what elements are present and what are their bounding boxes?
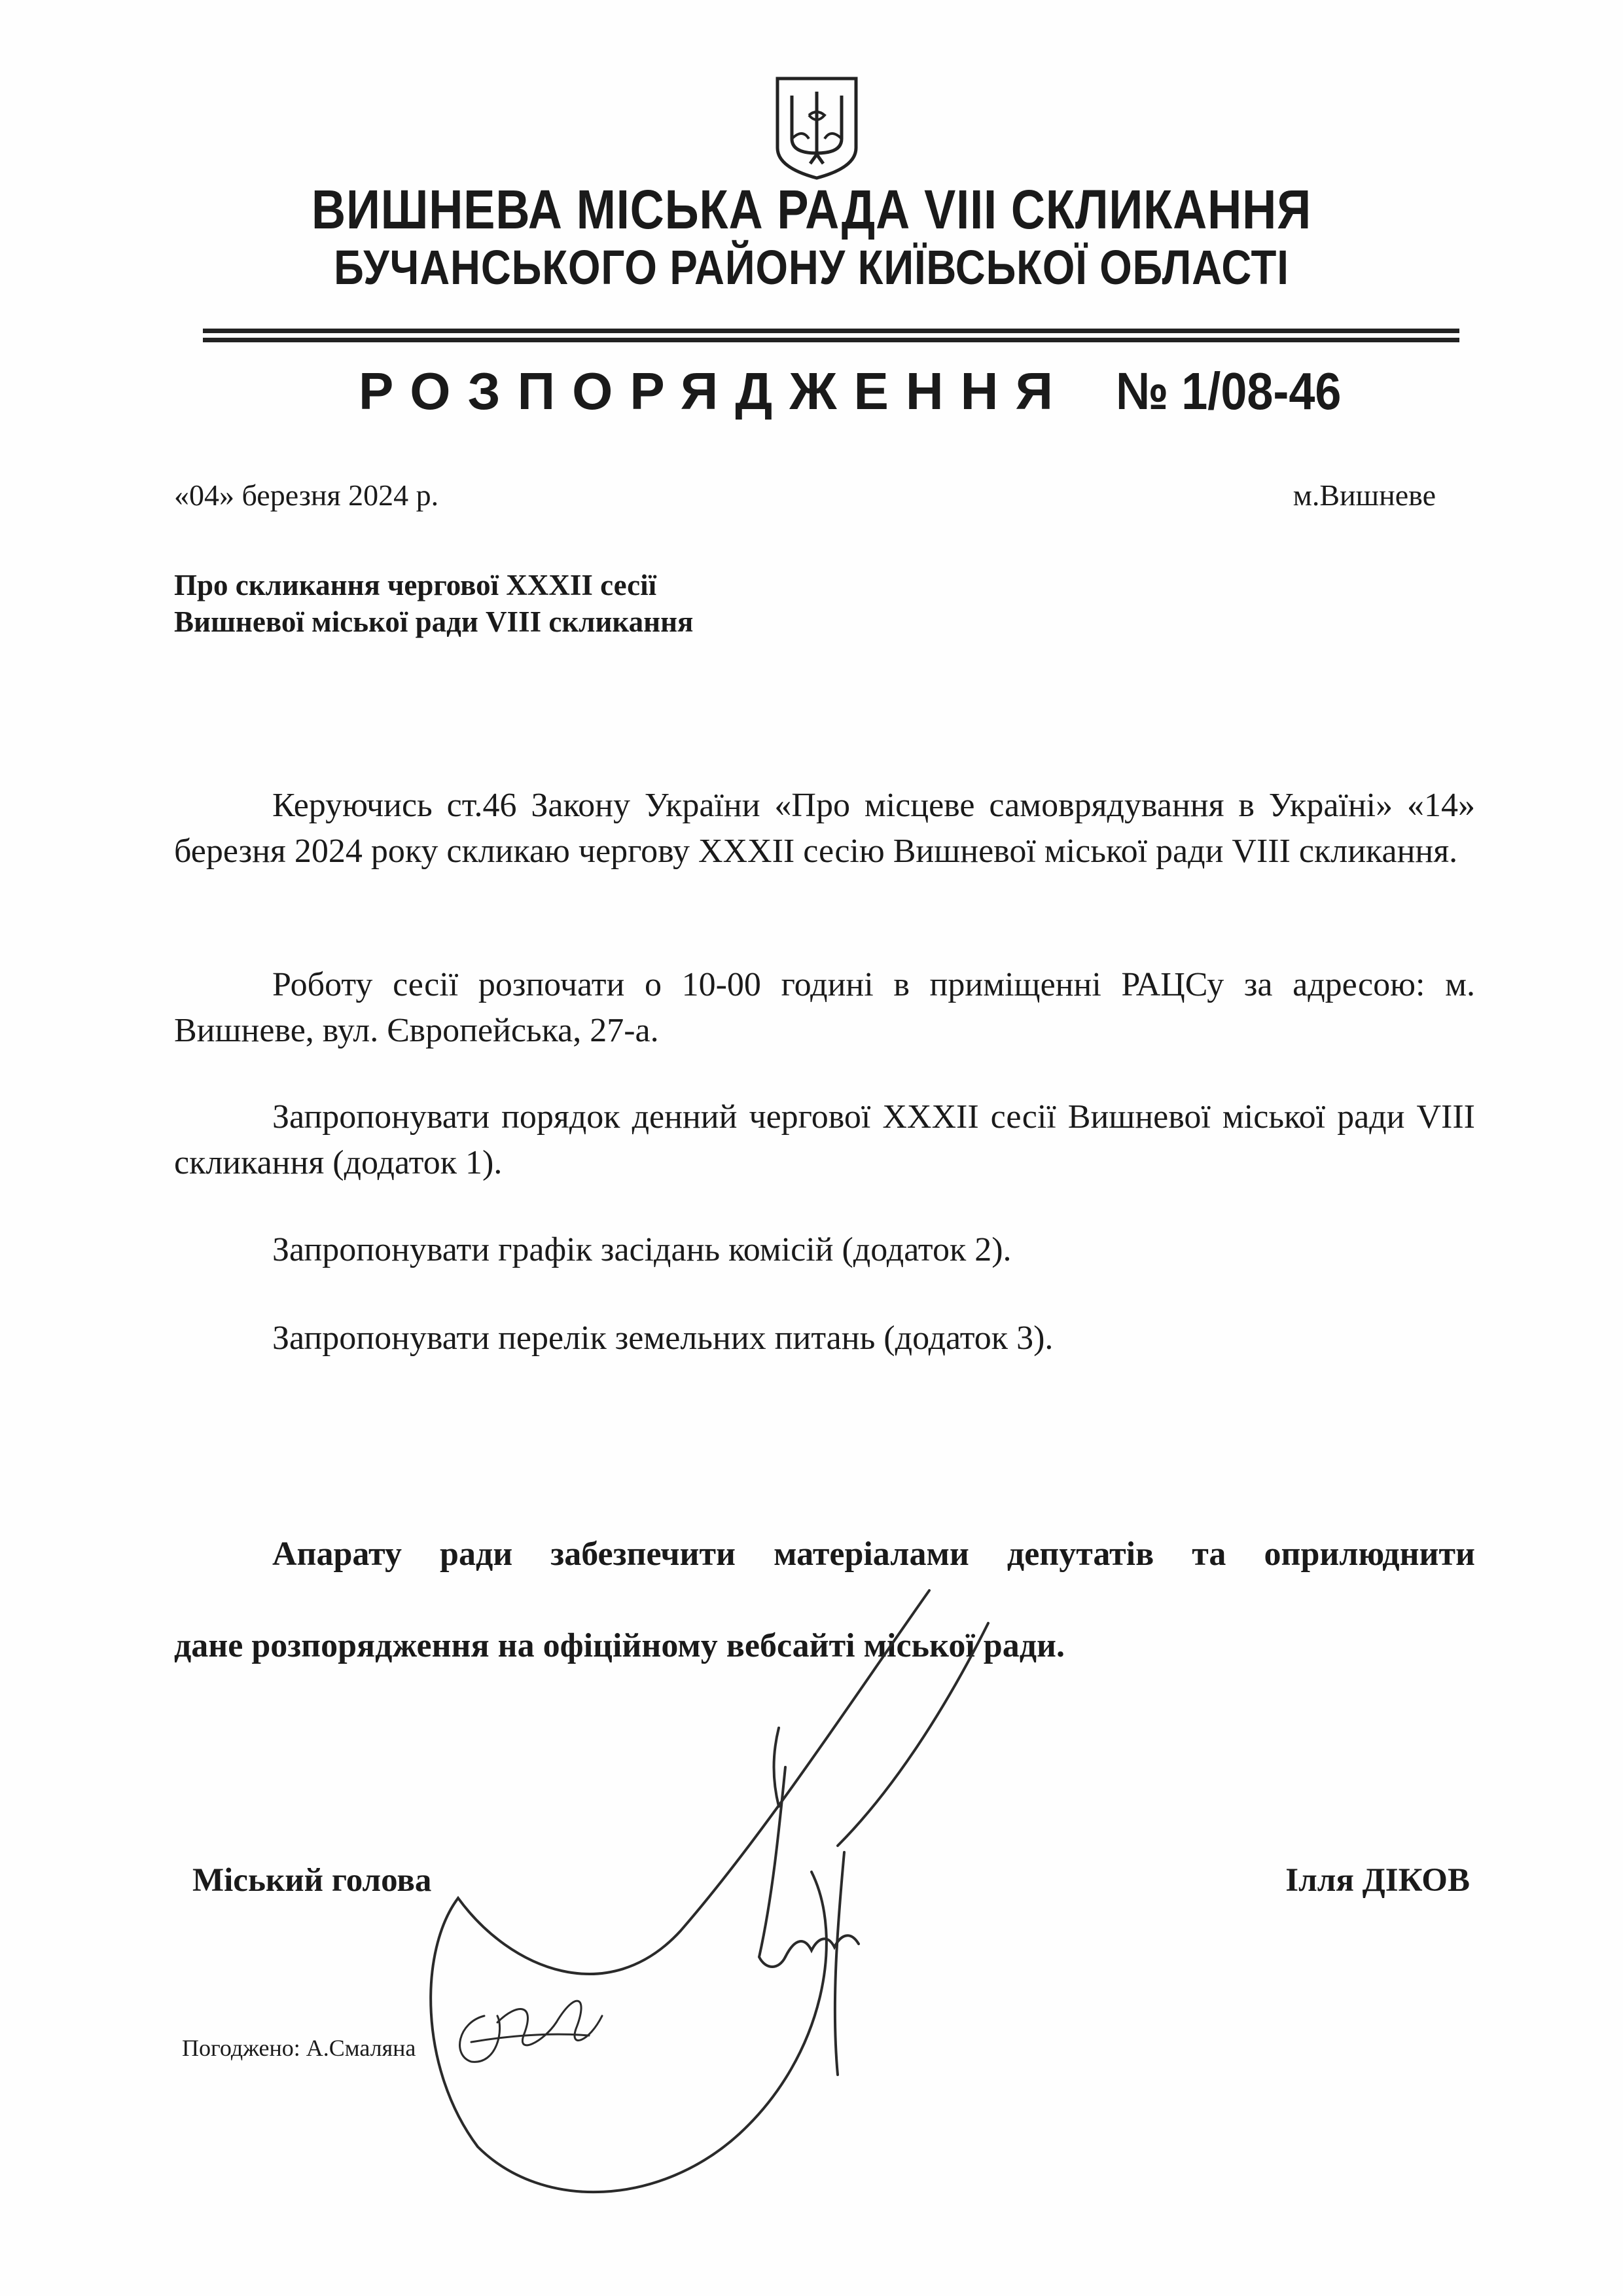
signatory-position: Міський голова: [192, 1862, 432, 1899]
paragraph-text: Запропонувати перелік земельних питань (додаток 3).: [272, 1319, 1054, 1357]
body-paragraph: [174, 962, 1475, 1054]
header-divider: [203, 338, 1459, 342]
coat-of-arms-icon: [772, 76, 861, 181]
paragraph-text: Керуючись ст.46 Закону України «Про місцеве самоврядування в Україні» «14» березня 2024 року скликаю чергову XXXII сесію Вишневої міської ради VIII скликання.: [174, 787, 1475, 870]
subject-line: Про скликання чергової XXXII сесії: [174, 569, 657, 601]
paragraph-text: Запропонувати графік засідань комісій (додаток 2).: [272, 1231, 1012, 1268]
council-name: ВИШНЕВА МІСЬКА РАДА VIII СКЛИКАННЯ: [311, 179, 1312, 240]
instruction-line: дане розпорядження на офіційному вебсайті міської ради.: [174, 1627, 1065, 1664]
document-subject: [174, 567, 693, 640]
title-word: РОЗПОРЯДЖЕННЯ: [359, 362, 1070, 420]
body-paragraph: [174, 1316, 1475, 1361]
body-paragraph: [174, 1227, 1475, 1273]
paragraph-text: Запропонувати порядок денний чергової XXXII сесії Вишневої міської ради VIII скликання (додаток 1).: [174, 1098, 1475, 1181]
document-title: [359, 361, 1366, 422]
agreed-by: Погоджено: А.Смаляна: [182, 2035, 416, 2061]
body-paragraph: [174, 1094, 1475, 1186]
district-name: БУЧАНСЬКОГО РАЙОНУ КИЇВСЬКОЇ ОБЛАСТІ: [334, 240, 1289, 295]
signatory-name: Ілля ДІКОВ: [1285, 1862, 1470, 1899]
document-city: м.Вишневе: [1293, 478, 1436, 512]
document-number: № 1/08-46: [1115, 362, 1342, 420]
document-date: «04» березня 2024 р.: [174, 478, 439, 512]
paragraph-text: Роботу сесії розпочати о 10-00 годині в приміщенні РАЦСу за адресою: м. Вишневе, вул. Європейська, 27-а.: [174, 966, 1475, 1049]
instruction-line: [174, 1532, 1475, 1577]
instruction-text: Апарату ради забезпечити матеріалами депутатів та оприлюднити: [272, 1535, 1475, 1573]
subject-line: Вишневої міської ради VIII скликання: [174, 605, 694, 638]
body-paragraph: [174, 783, 1475, 874]
header-divider: [203, 329, 1459, 333]
